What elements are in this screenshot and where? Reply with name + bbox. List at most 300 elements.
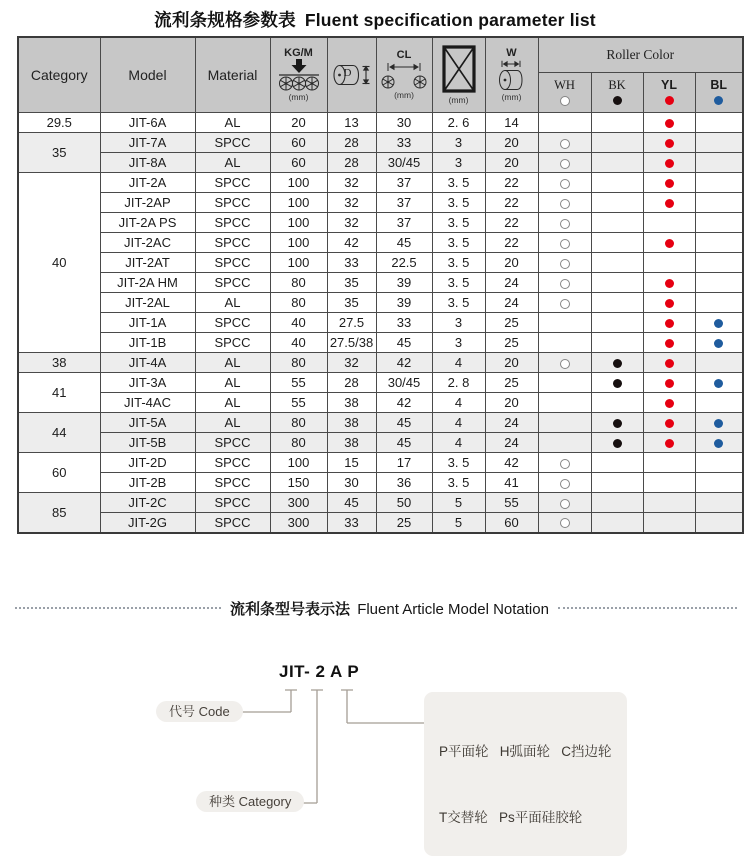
spec-row	[18, 273, 743, 293]
divider-dotted-line-left	[15, 607, 221, 609]
color-dot-wh	[560, 479, 570, 489]
thickness-cell: 3	[432, 133, 485, 153]
spec-row	[18, 513, 743, 533]
color-cell-wh	[538, 413, 591, 433]
width-cell: 20	[485, 253, 538, 273]
color-cell-wh	[538, 313, 591, 333]
spec-row	[18, 313, 743, 333]
notation-section-header	[0, 598, 750, 618]
width-cell: 24	[485, 293, 538, 313]
color-dot-bl	[714, 379, 723, 388]
load-cell: 100	[270, 233, 327, 253]
category-cell: 40	[18, 173, 100, 353]
color-dot-wh	[560, 179, 570, 189]
model-cell: JIT-2A	[100, 173, 195, 193]
color-dot-yl	[665, 339, 674, 348]
color-cell-bk	[591, 333, 643, 353]
model-cell: JIT-2D	[100, 453, 195, 473]
thickness-cell: 3. 5	[432, 453, 485, 473]
model-cell: JIT-5B	[100, 433, 195, 453]
material-cell: SPCC	[195, 433, 270, 453]
width-cell: 55	[485, 493, 538, 513]
color-dot-yl	[665, 239, 674, 248]
width-cell: 20	[485, 353, 538, 373]
model-cell: JIT-6A	[100, 113, 195, 133]
thickness-cell: 3. 5	[432, 273, 485, 293]
diameter-cell: 32	[327, 193, 376, 213]
color-cell-bk	[591, 353, 643, 373]
spec-row	[18, 253, 743, 273]
load-cell: 300	[270, 493, 327, 513]
diameter-cell: 35	[327, 273, 376, 293]
color-dot-bl	[714, 319, 723, 328]
wheel-type-line-1: P平面轮 H弧面轮 C挡边轮	[439, 744, 612, 759]
color-cell-bl	[695, 233, 743, 253]
color-dot-yl	[665, 299, 674, 308]
model-cell: JIT-2B	[100, 473, 195, 493]
color-cell-bl	[695, 433, 743, 453]
width-cell: 24	[485, 433, 538, 453]
spec-row	[18, 413, 743, 433]
spec-row	[18, 373, 743, 393]
model-cell: JIT-2AT	[100, 253, 195, 273]
col-header-roller-color: Roller Color	[538, 37, 743, 73]
diameter-cell: 42	[327, 233, 376, 253]
color-cell-bk	[591, 153, 643, 173]
diameter-cell: 32	[327, 353, 376, 373]
color-cell-bl	[695, 473, 743, 493]
width-cell: 22	[485, 213, 538, 233]
width-cell: 20	[485, 153, 538, 173]
color-dot-bl	[714, 419, 723, 428]
color-dot-bl	[714, 339, 723, 348]
category-cell: 29.5	[18, 113, 100, 133]
spec-table	[17, 36, 744, 534]
color-cell-yl	[643, 233, 695, 253]
notation-title-en: Fluent Article Model Notation	[357, 600, 549, 618]
color-cell-wh	[538, 493, 591, 513]
color-cell-bk	[591, 473, 643, 493]
color-cell-bl	[695, 333, 743, 353]
load-cell: 80	[270, 293, 327, 313]
load-cell: 60	[270, 153, 327, 173]
color-dot-yl	[665, 279, 674, 288]
spec-row	[18, 493, 743, 513]
spec-row	[18, 433, 743, 453]
material-cell: SPCC	[195, 313, 270, 333]
color-dot-bk	[613, 379, 622, 388]
load-cell: 100	[270, 193, 327, 213]
color-cell-yl	[643, 293, 695, 313]
center-distance-cell: 37	[376, 173, 432, 193]
load-cell: 100	[270, 453, 327, 473]
material-cell: SPCC	[195, 233, 270, 253]
notation-section-title	[221, 598, 558, 619]
material-cell: AL	[195, 113, 270, 133]
color-cell-bk	[591, 393, 643, 413]
color-code-label: YL	[661, 78, 677, 92]
width-cell: 25	[485, 313, 538, 333]
color-dot-wh	[560, 299, 570, 309]
material-cell: AL	[195, 393, 270, 413]
color-cell-wh	[538, 333, 591, 353]
width-cell: 60	[485, 513, 538, 533]
model-cell: JIT-1B	[100, 333, 195, 353]
category-cell: 85	[18, 493, 100, 533]
color-dot-yl	[665, 379, 674, 388]
color-cell-wh	[538, 393, 591, 413]
color-cell-bl	[695, 413, 743, 433]
color-cell-bl	[695, 113, 743, 133]
thickness-cell: 3	[432, 313, 485, 333]
cl-label: CL	[396, 49, 412, 62]
color-cell-bk	[591, 213, 643, 233]
color-cell-yl	[643, 353, 695, 373]
roller-width-icon	[495, 60, 529, 92]
col-header-load-capacity	[270, 37, 327, 113]
color-dot-wh	[560, 259, 570, 269]
diameter-cell: 15	[327, 453, 376, 473]
diameter-cell: 13	[327, 113, 376, 133]
col-header-center-distance	[376, 37, 432, 113]
color-cell-bl	[695, 273, 743, 293]
diameter-cell: 30	[327, 473, 376, 493]
center-distance-cell: 37	[376, 193, 432, 213]
material-cell: SPCC	[195, 513, 270, 533]
color-cell-bl	[695, 173, 743, 193]
spec-row	[18, 213, 743, 233]
color-cell-wh	[538, 173, 591, 193]
notation-title-zh: 流利条型号表示法	[230, 600, 351, 618]
diameter-cell: 38	[327, 393, 376, 413]
col-header-color-bk	[591, 73, 643, 113]
spec-row	[18, 453, 743, 473]
color-cell-wh	[538, 253, 591, 273]
load-cell: 55	[270, 393, 327, 413]
color-cell-bk	[591, 113, 643, 133]
wheel-type-legend	[424, 692, 627, 856]
material-cell: AL	[195, 293, 270, 313]
category-cell: 41	[18, 373, 100, 413]
model-cell: JIT-2AC	[100, 233, 195, 253]
wheel-type-line-2: T交替轮 Ps平面硅胶轮	[439, 810, 583, 825]
thickness-cell: 5	[432, 493, 485, 513]
model-cell: JIT-2AL	[100, 293, 195, 313]
spec-row	[18, 393, 743, 413]
category-cell: 38	[18, 353, 100, 373]
color-cell-bl	[695, 153, 743, 173]
thickness-cell: 3. 5	[432, 213, 485, 233]
material-thickness-icon	[441, 45, 477, 95]
center-distance-cell: 36	[376, 473, 432, 493]
thickness-cell: 2. 8	[432, 373, 485, 393]
load-cell: 80	[270, 413, 327, 433]
model-cell: JIT-2AP	[100, 193, 195, 213]
load-cell: 60	[270, 133, 327, 153]
diameter-cell: 27.5/38	[327, 333, 376, 353]
width-cell: 24	[485, 413, 538, 433]
color-cell-bk	[591, 413, 643, 433]
color-cell-wh	[538, 513, 591, 533]
load-cell: 40	[270, 333, 327, 353]
category-cell: 44	[18, 413, 100, 453]
color-dot-yl	[665, 179, 674, 188]
model-cell: JIT-8A	[100, 153, 195, 173]
color-dot-bk	[613, 359, 622, 368]
color-dot-bk	[613, 439, 622, 448]
load-cell: 80	[270, 433, 327, 453]
color-cell-yl	[643, 393, 695, 413]
model-cell: JIT-1A	[100, 313, 195, 333]
color-dot-bl	[714, 96, 723, 105]
color-dot-wh	[560, 359, 570, 369]
load-cell: 100	[270, 173, 327, 193]
page-title-zh: 流利条规格参数表	[154, 10, 296, 30]
thickness-cell: 3. 5	[432, 173, 485, 193]
color-dot-yl	[665, 359, 674, 368]
thickness-cell: 4	[432, 353, 485, 373]
color-dot-wh	[560, 459, 570, 469]
spec-row	[18, 473, 743, 493]
col-header-roller-width	[485, 37, 538, 113]
kgm-label: KG/M	[284, 46, 313, 59]
diameter-cell: 38	[327, 433, 376, 453]
center-distance-cell: 39	[376, 273, 432, 293]
spec-row	[18, 173, 743, 193]
width-cell: 20	[485, 393, 538, 413]
color-dot-yl	[665, 439, 674, 448]
color-cell-bk	[591, 273, 643, 293]
color-cell-bk	[591, 313, 643, 333]
center-distance-cell: 45	[376, 233, 432, 253]
model-cell: JIT-2G	[100, 513, 195, 533]
col-header-material: Material	[195, 37, 270, 113]
spec-row	[18, 233, 743, 253]
col-header-color-wh	[538, 73, 591, 113]
color-dot-yl	[665, 419, 674, 428]
divider-dotted-line-right	[558, 607, 737, 609]
color-dot-wh	[560, 279, 570, 289]
color-cell-bl	[695, 493, 743, 513]
load-cell: 150	[270, 473, 327, 493]
center-distance-cell: 42	[376, 393, 432, 413]
color-cell-yl	[643, 173, 695, 193]
code-label-pill: 代号 Code	[156, 701, 243, 722]
color-cell-yl	[643, 193, 695, 213]
color-cell-wh	[538, 233, 591, 253]
width-cell: 22	[485, 173, 538, 193]
color-cell-yl	[643, 253, 695, 273]
width-cell: 41	[485, 473, 538, 493]
thickness-cell: 4	[432, 433, 485, 453]
color-dot-yl	[665, 199, 674, 208]
load-cell: 100	[270, 213, 327, 233]
spec-row	[18, 153, 743, 173]
thickness-cell: 3. 5	[432, 293, 485, 313]
center-distance-cell: 45	[376, 433, 432, 453]
load-cell: 100	[270, 253, 327, 273]
thickness-unit: (mm)	[448, 95, 469, 106]
spec-row	[18, 333, 743, 353]
color-dot-yl	[665, 96, 674, 105]
color-cell-wh	[538, 213, 591, 233]
diameter-cell: 38	[327, 413, 376, 433]
center-distance-cell: 37	[376, 213, 432, 233]
load-cell: 80	[270, 273, 327, 293]
color-cell-wh	[538, 373, 591, 393]
center-distance-cell: 30/45	[376, 373, 432, 393]
color-cell-yl	[643, 513, 695, 533]
color-dot-yl	[665, 399, 674, 408]
width-cell: 25	[485, 333, 538, 353]
model-cell: JIT-4AC	[100, 393, 195, 413]
color-cell-bk	[591, 253, 643, 273]
color-cell-yl	[643, 473, 695, 493]
w-label: W	[506, 47, 517, 60]
color-cell-bk	[591, 453, 643, 473]
model-cell: JIT-4A	[100, 353, 195, 373]
color-code-label: WH	[554, 78, 575, 92]
model-cell: JIT-3A	[100, 373, 195, 393]
center-distance-cell: 45	[376, 413, 432, 433]
example-model-code: JIT- 2 A P	[279, 662, 360, 681]
load-cell: 20	[270, 113, 327, 133]
center-distance-cell: 30/45	[376, 153, 432, 173]
material-cell: SPCC	[195, 333, 270, 353]
spec-row	[18, 113, 743, 133]
spec-row	[18, 293, 743, 313]
spec-row	[18, 193, 743, 213]
color-dot-yl	[665, 119, 674, 128]
width-cell: 25	[485, 373, 538, 393]
col-header-category: Category	[18, 37, 100, 113]
color-cell-wh	[538, 353, 591, 373]
col-header-color-yl	[643, 73, 695, 113]
color-cell-bl	[695, 293, 743, 313]
diameter-cell: 28	[327, 133, 376, 153]
color-cell-yl	[643, 493, 695, 513]
color-cell-wh	[538, 193, 591, 213]
model-cell: JIT-5A	[100, 413, 195, 433]
color-code-label: BK	[608, 78, 626, 92]
material-cell: SPCC	[195, 133, 270, 153]
diameter-cell: 28	[327, 373, 376, 393]
color-dot-bk	[613, 96, 622, 105]
color-cell-bk	[591, 373, 643, 393]
material-cell: AL	[195, 353, 270, 373]
color-cell-bk	[591, 233, 643, 253]
color-cell-bk	[591, 513, 643, 533]
material-cell: SPCC	[195, 473, 270, 493]
color-cell-yl	[643, 313, 695, 333]
color-cell-bl	[695, 253, 743, 273]
color-dot-yl	[665, 139, 674, 148]
thickness-cell: 3	[432, 153, 485, 173]
diameter-cell: 32	[327, 213, 376, 233]
material-cell: AL	[195, 153, 270, 173]
category-label-pill: 种类 Category	[196, 791, 304, 812]
page-title	[0, 7, 750, 32]
center-distance-icon	[380, 62, 428, 90]
color-cell-yl	[643, 373, 695, 393]
col-header-material-thickness	[432, 37, 485, 113]
center-distance-cell: 33	[376, 133, 432, 153]
color-cell-wh	[538, 273, 591, 293]
center-distance-cell: 50	[376, 493, 432, 513]
width-cell: 20	[485, 133, 538, 153]
model-cell: JIT-2C	[100, 493, 195, 513]
color-cell-yl	[643, 433, 695, 453]
color-cell-wh	[538, 433, 591, 453]
spec-row	[18, 133, 743, 153]
color-cell-bk	[591, 433, 643, 453]
material-cell: SPCC	[195, 253, 270, 273]
model-cell: JIT-7A	[100, 133, 195, 153]
w-unit: (mm)	[501, 91, 522, 102]
color-cell-bl	[695, 133, 743, 153]
color-cell-bl	[695, 213, 743, 233]
col-header-color-bl	[695, 73, 743, 113]
material-cell: SPCC	[195, 273, 270, 293]
color-cell-yl	[643, 413, 695, 433]
diameter-cell: 45	[327, 493, 376, 513]
color-dot-wh	[560, 239, 570, 249]
color-cell-yl	[643, 133, 695, 153]
color-cell-bl	[695, 193, 743, 213]
center-distance-cell: 17	[376, 453, 432, 473]
material-cell: AL	[195, 413, 270, 433]
load-cell: 55	[270, 373, 327, 393]
color-cell-bl	[695, 373, 743, 393]
width-cell: 22	[485, 233, 538, 253]
width-cell: 14	[485, 113, 538, 133]
diameter-cell: 32	[327, 173, 376, 193]
color-dot-wh	[560, 159, 570, 169]
color-cell-bl	[695, 313, 743, 333]
diameter-letter: D	[343, 67, 352, 79]
color-dot-yl	[665, 159, 674, 168]
thickness-cell: 3. 5	[432, 233, 485, 253]
width-cell: 42	[485, 453, 538, 473]
thickness-cell: 5	[432, 513, 485, 533]
model-cell: JIT-2A HM	[100, 273, 195, 293]
load-cell: 300	[270, 513, 327, 533]
color-cell-wh	[538, 113, 591, 133]
color-dot-wh	[560, 139, 570, 149]
thickness-cell: 3	[432, 333, 485, 353]
thickness-cell: 4	[432, 413, 485, 433]
thickness-cell: 3. 5	[432, 473, 485, 493]
col-header-model: Model	[100, 37, 195, 113]
color-dot-wh	[560, 499, 570, 509]
roller-diameter-icon	[331, 63, 373, 87]
thickness-cell: 3. 5	[432, 253, 485, 273]
center-distance-cell: 22.5	[376, 253, 432, 273]
center-distance-cell: 42	[376, 353, 432, 373]
material-cell: AL	[195, 373, 270, 393]
color-cell-yl	[643, 153, 695, 173]
color-cell-bl	[695, 393, 743, 413]
color-cell-wh	[538, 153, 591, 173]
width-cell: 22	[485, 193, 538, 213]
load-cell: 40	[270, 313, 327, 333]
diameter-cell: 28	[327, 153, 376, 173]
thickness-cell: 3. 5	[432, 193, 485, 213]
color-cell-bk	[591, 133, 643, 153]
color-dot-yl	[665, 319, 674, 328]
color-cell-bk	[591, 493, 643, 513]
color-cell-bk	[591, 173, 643, 193]
